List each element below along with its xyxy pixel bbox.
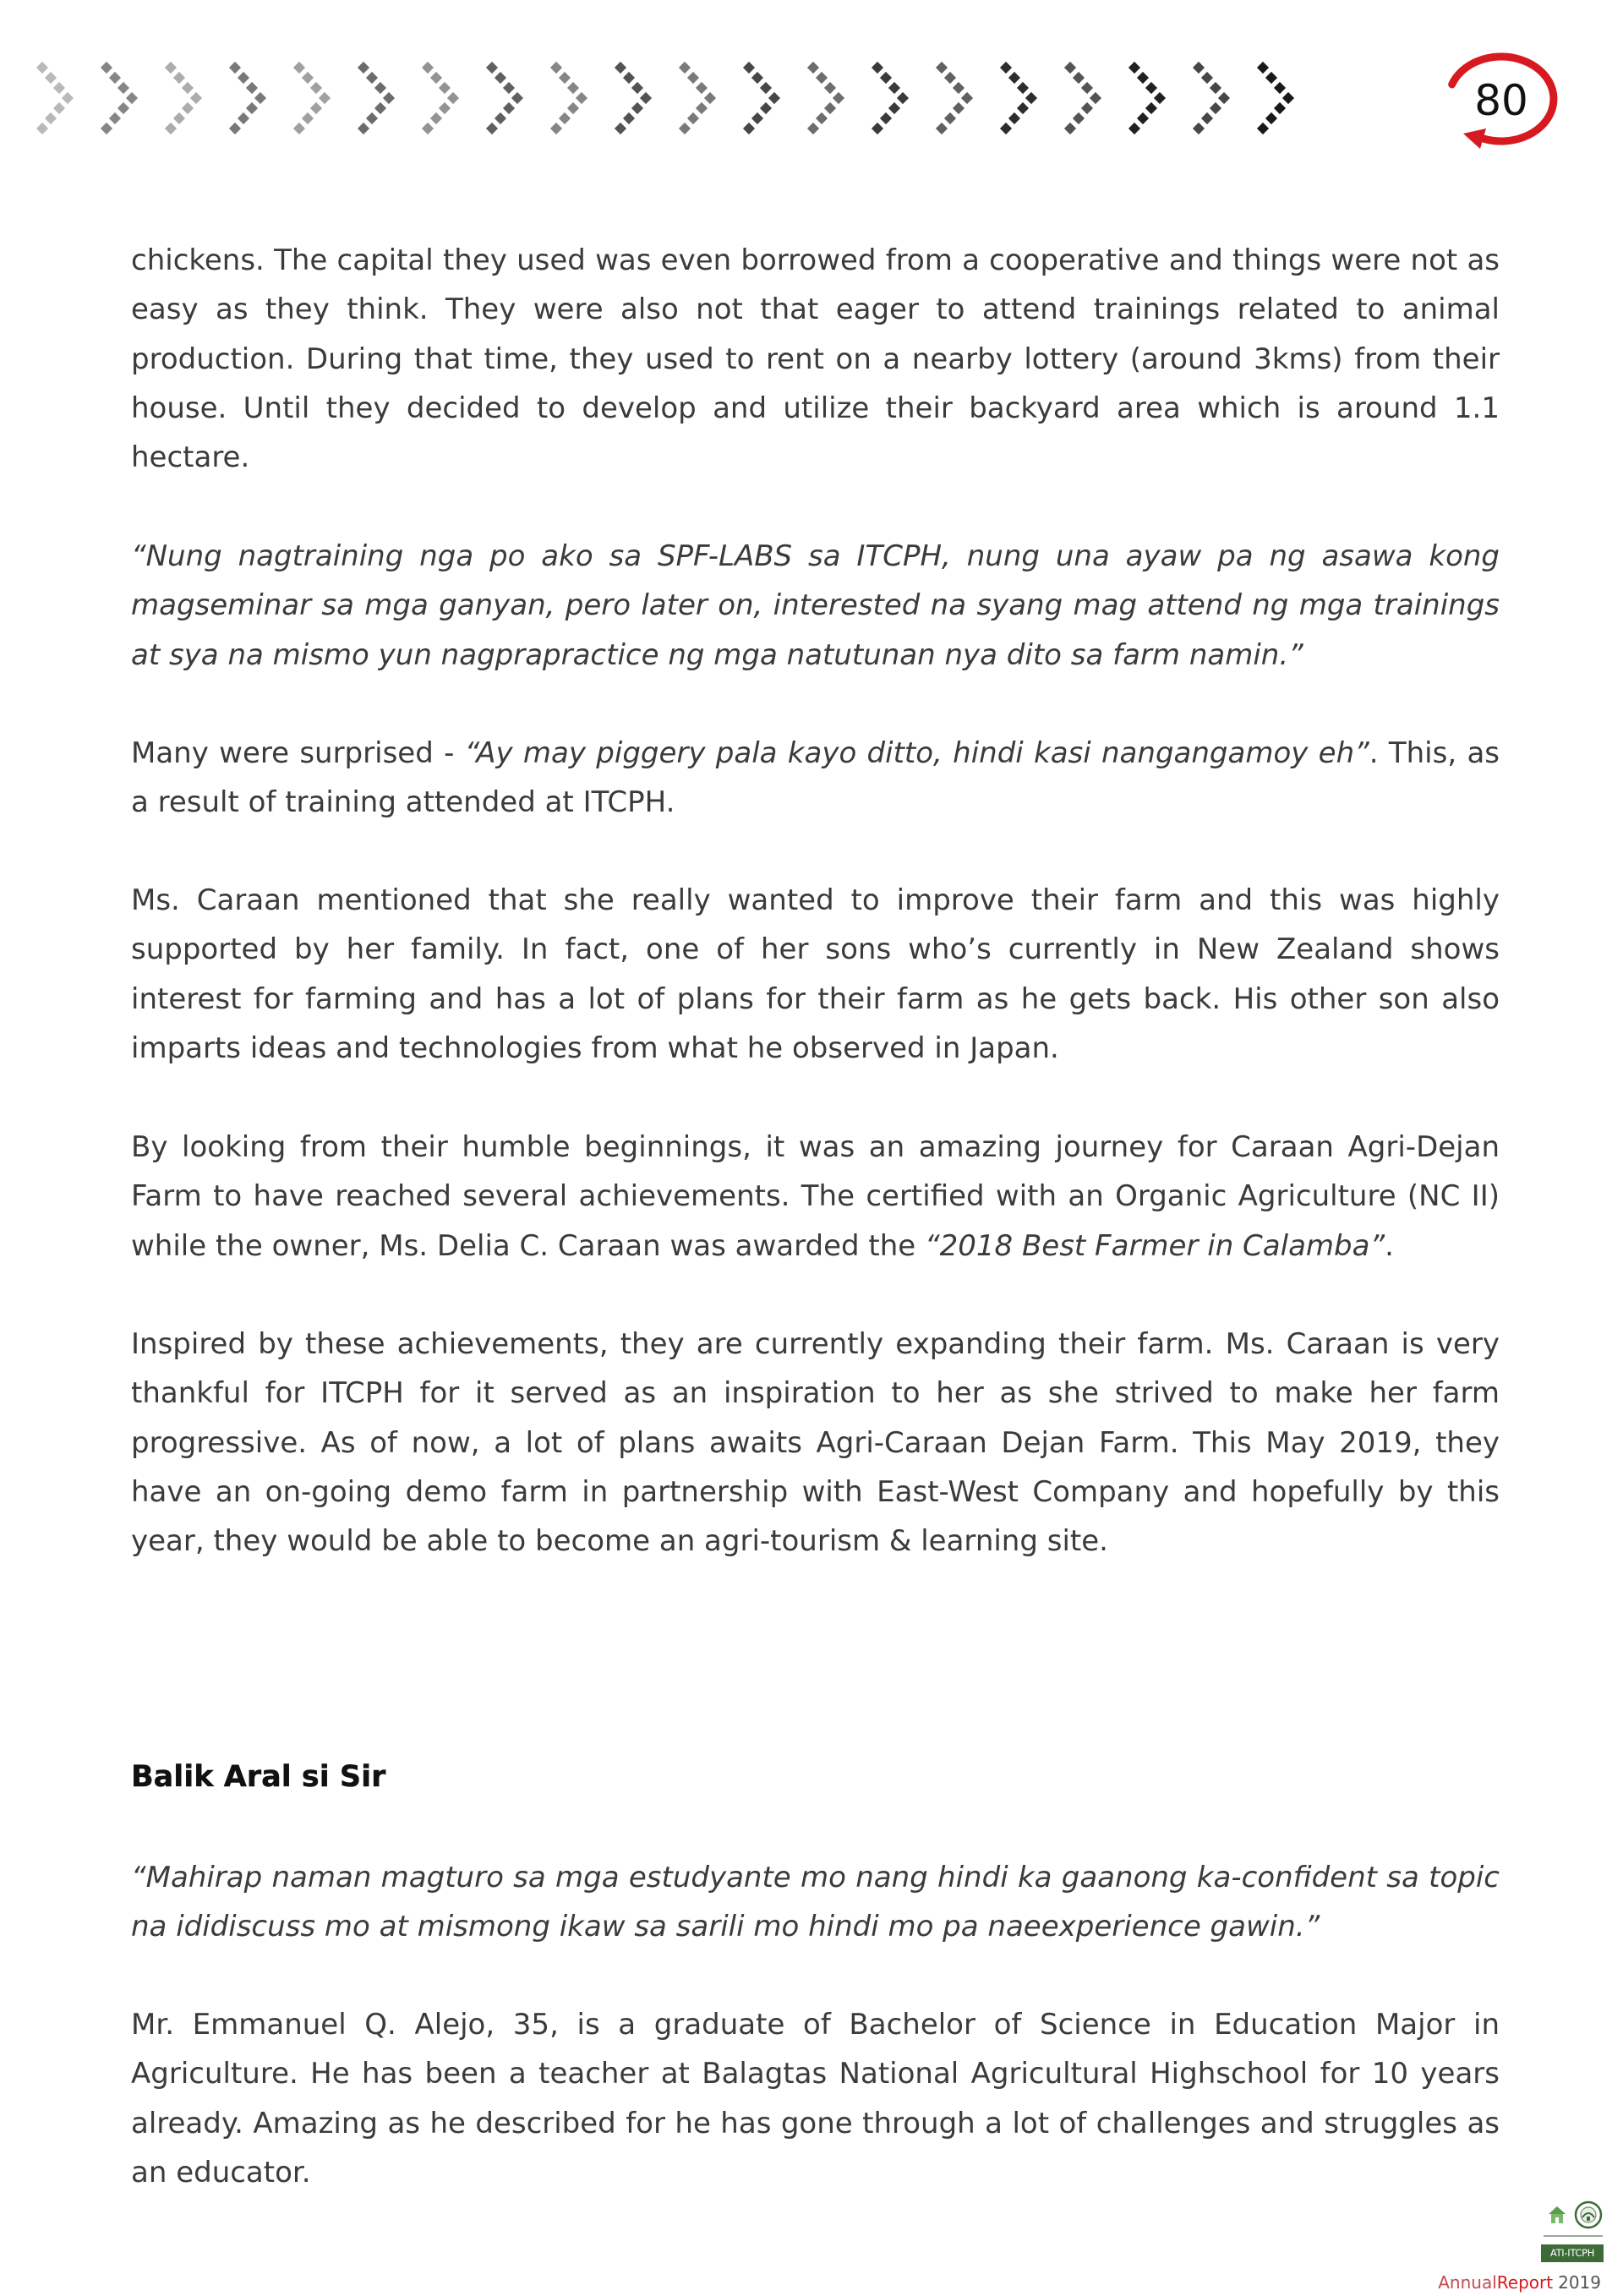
chevron-dot xyxy=(550,62,562,74)
story-paragraph: Ms. Caraan mentioned that she really wanted to improve their farm and this was highly supported by her family. In fact, one of her sons who’s currently in New Zealand shows interest for farming and has a lot of plans for their farm as he gets back. His other son also imparts ideas and technologies from what he observed in Japan. xyxy=(131,883,1500,1065)
story-paragraph xyxy=(131,729,1500,828)
chevron-dot xyxy=(1210,102,1221,114)
chevron-dot xyxy=(422,62,434,74)
chevron-dot xyxy=(1128,123,1140,134)
chevron-dot xyxy=(623,112,635,124)
chevron-dot xyxy=(1128,62,1140,74)
chevron-dot xyxy=(238,72,249,84)
chevron-dot xyxy=(1064,123,1076,134)
chevron-dot xyxy=(807,123,819,134)
header-chevron xyxy=(101,62,138,134)
chevron-dot xyxy=(696,82,708,94)
chevron-dot xyxy=(559,112,571,124)
chevron-dot xyxy=(1265,112,1277,124)
chevron-dot xyxy=(1274,82,1286,94)
chevron-dot xyxy=(1145,82,1157,94)
chevron-dot xyxy=(872,123,883,134)
header-chevron xyxy=(743,62,780,134)
header-chevron xyxy=(486,62,523,134)
chevron-dot xyxy=(768,92,780,104)
chevron-dot xyxy=(824,102,836,114)
story-paragraph xyxy=(131,1123,1500,1271)
chevron-dot xyxy=(1137,72,1149,84)
chevron-dot xyxy=(1064,62,1076,74)
chevron-dot xyxy=(447,92,459,104)
header-chevron xyxy=(1064,62,1101,134)
chevron-dot xyxy=(1025,92,1037,104)
chevron-dot xyxy=(310,102,322,114)
chevron-dot xyxy=(751,112,763,124)
chevron-dot xyxy=(631,102,643,114)
paragraph-text: By looking from their humble beginnings, it was an amazing journey for Caraan Agri-Dejan Farm to have reached several achievements. The certified with an Organic Agriculture (NC II) while the owner, Ms. Delia C. Caraan was awarded the xyxy=(131,1130,1500,1263)
chevron-dot xyxy=(358,123,369,134)
header-chevron xyxy=(36,62,74,134)
chevron-dot xyxy=(1154,92,1166,104)
header-chevron xyxy=(229,62,266,134)
chevron-dot xyxy=(807,62,819,74)
chevron-dot xyxy=(953,102,965,114)
chevron-dot xyxy=(36,62,48,74)
chevron-dot xyxy=(953,82,965,94)
header-chevron xyxy=(936,62,973,134)
story-quote: “Mahirap naman magturo sa mga estudyante mo nang hindi ka gaanong ka-confident sa topic na ididiscuss mo at mismong ikaw sa sarili mo hindi mo pa naeexperience gawin.” xyxy=(131,1861,1500,1944)
chevron-dot xyxy=(126,92,138,104)
chevron-dot xyxy=(495,72,506,84)
arrowhead-icon xyxy=(1463,128,1486,149)
chevron-dot xyxy=(679,62,691,74)
chevron-dot xyxy=(293,123,305,134)
chevron-dot xyxy=(1081,82,1093,94)
header-chevron xyxy=(165,62,202,134)
chevron-dot xyxy=(1081,102,1093,114)
chevron-dot xyxy=(486,62,498,74)
chevron-dot xyxy=(229,62,241,74)
header-chevron xyxy=(1128,62,1166,134)
chevron-dot xyxy=(1000,62,1012,74)
chevron-dot xyxy=(880,72,892,84)
chevron-dot xyxy=(511,92,523,104)
page-number: 80 xyxy=(1474,76,1528,125)
chevron-dot xyxy=(1000,123,1012,134)
chevron-dot xyxy=(751,72,763,84)
chevron-dot xyxy=(1008,112,1020,124)
chevron-dot xyxy=(165,62,177,74)
chevron-dot xyxy=(310,82,322,94)
chevron-dot xyxy=(936,123,948,134)
chevron-dot xyxy=(1193,62,1205,74)
chevron-dot xyxy=(816,112,828,124)
chevron-dot xyxy=(679,123,691,134)
header-chevron xyxy=(1193,62,1230,134)
chevron-dot xyxy=(439,82,451,94)
chevron-dot xyxy=(615,62,626,74)
chevron-dot xyxy=(1274,102,1286,114)
chevron-dot xyxy=(1257,123,1269,134)
header-chevron xyxy=(872,62,909,134)
chevron-dot xyxy=(165,123,177,134)
house-logo-icon xyxy=(1547,2205,1567,2225)
chevron-dot xyxy=(687,112,699,124)
chevron-dot xyxy=(760,102,772,114)
chevron-dot xyxy=(1073,72,1085,84)
chevron-dot xyxy=(101,62,112,74)
chevron-dot xyxy=(1201,72,1213,84)
chevron-dot xyxy=(439,102,451,114)
chevron-dot xyxy=(961,92,973,104)
chevron-dot xyxy=(1017,102,1029,114)
chevron-dot xyxy=(229,123,241,134)
chevron-dot xyxy=(53,102,65,114)
paragraph-text: Many were surprised - xyxy=(131,736,465,770)
chevron-dot xyxy=(238,112,249,124)
chevron-dot xyxy=(246,102,258,114)
section-heading: Balik Aral si Sir xyxy=(131,1760,386,1794)
story-quote: “Nung nagtraining nga po ako sa SPF-LABS sa ITCPH, nung una ayaw pa ng asawa kong magseminar sa mga ganyan, pero later on, interested na syang mag attend ng mga trainings at sya na mismo yun nagprapractice ng mga natutunan nya dito sa farm namin.” xyxy=(131,539,1500,672)
chevron-dot xyxy=(743,123,755,134)
chevron-dot xyxy=(1218,92,1230,104)
chevron-dot xyxy=(246,82,258,94)
header-chevron xyxy=(615,62,652,134)
chevron-dot xyxy=(302,72,314,84)
chevron-dot xyxy=(1090,92,1101,104)
report-word-report: Report xyxy=(1496,2272,1554,2293)
paragraph-text: . xyxy=(1385,1228,1394,1263)
chevron-dot xyxy=(640,92,652,104)
chevron-dot xyxy=(173,72,185,84)
chevron-dot xyxy=(117,82,129,94)
chevron-dot xyxy=(897,92,909,104)
header-chevron-row xyxy=(36,62,1294,134)
paragraph-text: . This, as a result of training attended at ITCPH. xyxy=(131,736,1500,820)
chevron-dot xyxy=(1017,82,1029,94)
story-paragraph: Inspired by these achievements, they are currently expanding their farm. Ms. Caraan is very thankful for ITCPH for it served as an inspiration to her as she strived to make her farm progressive. As of now, a lot of plans awaits Agri-Caraan Dejan Farm. This May 2019, they have an on-going demo farm in partnership with East-West Company and hopefully by this year, they would be able to become an agri-tourism & learning site. xyxy=(131,1327,1500,1559)
emblem-logo-icon xyxy=(1574,2200,1603,2229)
chevron-dot xyxy=(254,92,266,104)
report-title xyxy=(1438,2272,1601,2293)
inline-quote: “Ay may piggery pala kayo ditto, hindi kasi nangangamoy eh” xyxy=(464,736,1369,770)
chevron-dot xyxy=(486,123,498,134)
chevron-dot xyxy=(503,82,515,94)
header-chevron xyxy=(422,62,459,134)
chevron-dot xyxy=(1201,112,1213,124)
chevron-dot xyxy=(623,72,635,84)
chevron-dot xyxy=(36,123,48,134)
story-paragraph: chickens. The capital they used was even borrowed from a cooperative and things were not as easy as they think. They were also not that eager to attend trainings related to animal production. During that time, they used to rent on a nearby lottery (around 3kms) from their house. Until they decided to develop and utilize their backyard area which is around 1.1 hectare. xyxy=(131,243,1500,475)
chevron-dot xyxy=(53,82,65,94)
chevron-dot xyxy=(743,62,755,74)
chevron-dot xyxy=(567,102,579,114)
chevron-dot xyxy=(366,112,378,124)
chevron-dot xyxy=(816,72,828,84)
chevron-dot xyxy=(880,112,892,124)
chevron-dot xyxy=(503,102,515,114)
chevron-dot xyxy=(824,82,836,94)
chevron-dot xyxy=(422,123,434,134)
chevron-dot xyxy=(45,72,57,84)
chevron-dot xyxy=(576,92,587,104)
chevron-dot xyxy=(62,92,74,104)
chevron-dot xyxy=(1257,62,1269,74)
award-title: “2018 Best Farmer in Calamba” xyxy=(925,1228,1385,1263)
chevron-dot xyxy=(872,62,883,74)
chevron-dot xyxy=(1193,123,1205,134)
chevron-dot xyxy=(430,72,442,84)
header-chevron xyxy=(550,62,587,134)
chevron-dot xyxy=(302,112,314,124)
page-header xyxy=(0,0,1623,186)
chevron-dot xyxy=(567,82,579,94)
chevron-dot xyxy=(1008,72,1020,84)
chevron-dot xyxy=(704,92,716,104)
header-chevron xyxy=(358,62,395,134)
chevron-dot xyxy=(374,102,386,114)
chevron-dot xyxy=(888,82,900,94)
chevron-dot xyxy=(293,62,305,74)
story-paragraph: Mr. Emmanuel Q. Alejo, 35, is a graduate of Bachelor of Science in Education Major in Agriculture. He has been a teacher at Balagtas National Agricultural Highschool for 10 years already. Amazing as he described for he has gone through a lot of challenges and struggles as an educator. xyxy=(131,2008,1500,2189)
chevron-dot xyxy=(109,112,121,124)
chevron-dot xyxy=(109,72,121,84)
chevron-dot xyxy=(1073,112,1085,124)
page-number-badge xyxy=(1452,57,1554,149)
header-chevron xyxy=(1257,62,1294,134)
chevron-dot xyxy=(101,123,112,134)
chevron-dot xyxy=(374,82,386,94)
chevron-dot xyxy=(182,82,194,94)
header-chevron xyxy=(807,62,844,134)
report-word-annual: Annual xyxy=(1438,2272,1497,2293)
chevron-dot xyxy=(944,72,956,84)
logo-divider xyxy=(1544,2235,1603,2237)
chevron-dot xyxy=(833,92,844,104)
report-year: 2019 xyxy=(1558,2272,1601,2293)
chevron-dot xyxy=(631,82,643,94)
chevron-dot xyxy=(888,102,900,114)
chevron-dot xyxy=(1210,82,1221,94)
org-label: ATI-ITCPH xyxy=(1541,2244,1604,2262)
chevron-dot xyxy=(615,123,626,134)
chevron-dot xyxy=(383,92,395,104)
chevron-dot xyxy=(117,102,129,114)
chevron-dot xyxy=(1282,92,1294,104)
chevron-dot xyxy=(1137,112,1149,124)
header-chevron xyxy=(1000,62,1037,134)
chevron-dot xyxy=(495,112,506,124)
chevron-dot xyxy=(1145,102,1157,114)
chevron-dot xyxy=(358,62,369,74)
chevron-dot xyxy=(182,102,194,114)
chevron-dot xyxy=(319,92,331,104)
chevron-dot xyxy=(366,72,378,84)
chevron-dot xyxy=(944,112,956,124)
chevron-dot xyxy=(696,102,708,114)
header-chevron xyxy=(679,62,716,134)
chevron-dot xyxy=(190,92,202,104)
chevron-dot xyxy=(173,112,185,124)
chevron-dot xyxy=(760,82,772,94)
chevron-dot xyxy=(687,72,699,84)
chevron-dot xyxy=(45,112,57,124)
chevron-dot xyxy=(430,112,442,124)
chevron-dot xyxy=(1265,72,1277,84)
chevron-dot xyxy=(936,62,948,74)
header-chevron xyxy=(293,62,331,134)
chevron-dot xyxy=(550,123,562,134)
chevron-dot xyxy=(559,72,571,84)
